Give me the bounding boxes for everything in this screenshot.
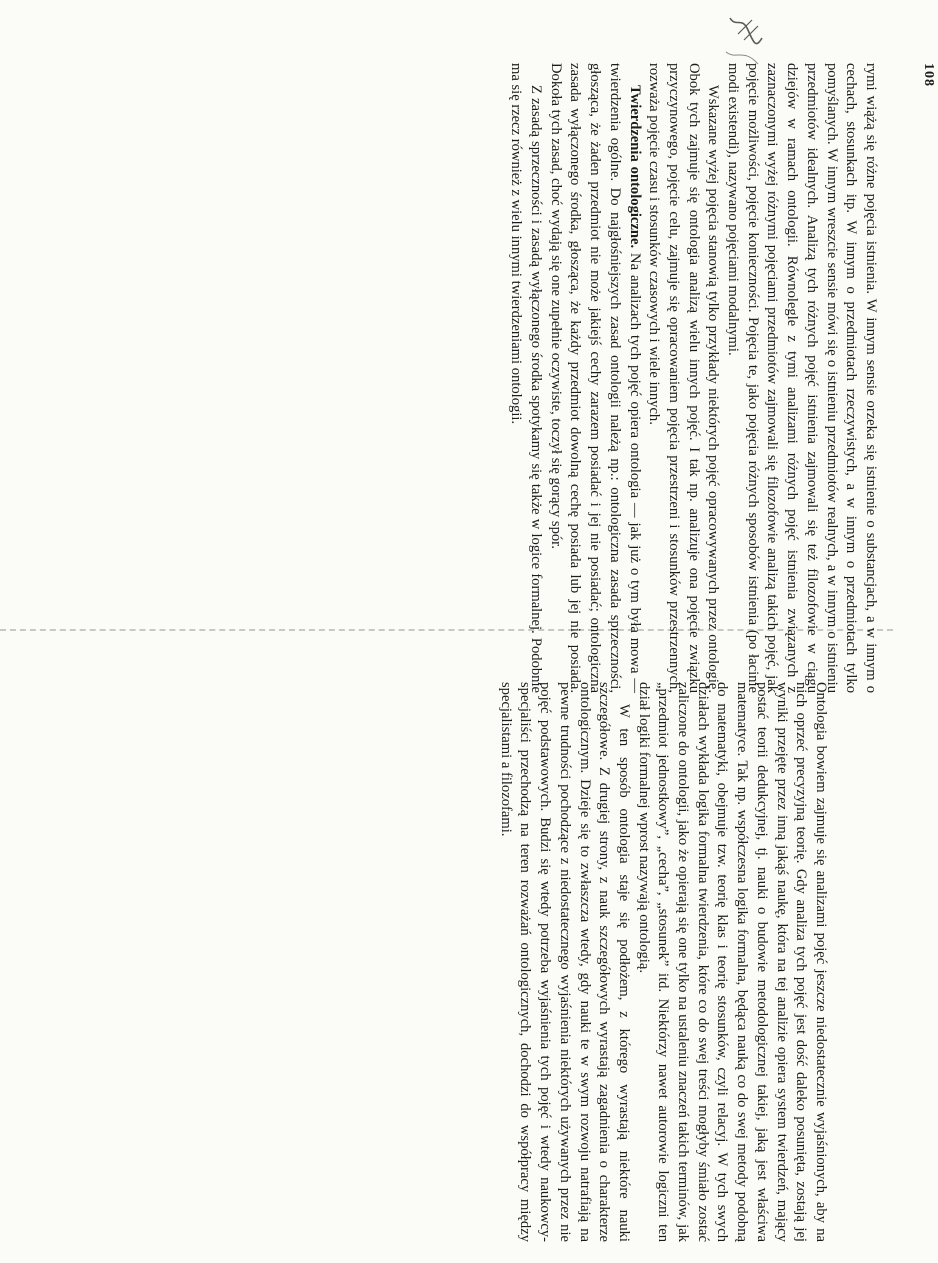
paragraph-4: Z zasadą sprzeczności i zasadą wyłączonego środka spotykamy się także w logice formalnej. Podobnie ma się rzecz również z wielu innymi twierdzeniami ontologii.	[508, 63, 545, 693]
page-109	[270, 682, 830, 1242]
paragraph-3-body: Na analizach tych pojęć opiera ontologia — jak już o tym była mowa — twierdzenia ogólne. Do najgłośniejszych zasad ontologii należą np.: ontologiczna zasada sprzeczności, głosząca, że żaden przedmiot nie może jakiejś cechy zarazem posiadać i jej nie posiadać; ontologiczna zasada wyłączonego środka, głosząca, że każdy przedmiot dowolną cechę posiada lub jej nie posiada. Dokoła tych zasad, choć wydają się one zupełnie oczywiste, toczył się gorący spór.	[547, 63, 643, 693]
section-heading-inline: Twierdzenia ontologiczne.	[626, 85, 643, 249]
paragraph-6: W ten sposób ontologia staje się podłożem, z którego wyrastają niektóre nauki szczegółowe. Z drugiej strony, z nauk szczegółowych wyrastają zagadnienia o charakterze ontologicznym. Dzieje się to zwłaszcza wtedy, gdy nauki te w swym rozwoju natrafiają na pewne trudności pochodzące z niedostatecznego wyjaśnienia niektórych używanych przez nie pojęć podstawowych. Budzi się wtedy potrzeba wyjaśnienia tych pojęć i wtedy naukowcy-specjaliści przechodzą na teren rozważań ontologicznych, dochodzi do współpracy między specjalistami a filozofami.	[497, 682, 632, 1242]
paragraph-2: Wskazane wyżej pojęcia stanowią tylko przykłady niektórych pojęć opracowywanych przez ontologię. Obok tych zajmuje się ontologia analizą wielu innych pojęć. I tak np. analizuje ona pojęcie związku przyczynowego, pojęcie celu, zajmuje się opracowaniem pojęcia przestrzeni i stosunków przestrzennych, rozważa pojęcie czasu i stosunków czasowych i wiele innych.	[646, 63, 722, 693]
page-number: 108	[921, 63, 936, 87]
paragraph-1: rymi wiążą się różne pojęcia istnienia. W innym sensie orzeka się istnienie o substancjach, a w innym o cechach, stosunkach itp. W innym o przedmiotach rzeczywistych, a w innym o przedmiotach tylko pomyślanych. W innym wreszcie sensie mówi się o istnieniu przedmiotów realnych, a w innym o istnieniu przedmiotów idealnych. Analizą tych różnych pojęć istnienia zajmowali się też filozofowie w ciągu dziejów w ramach ontologii. Równolegle z tymi analizami różnych pojęć istnienia związanych z zaznaczonymi wyżej różnymi pojęciami przedmiotów zajmowali się filozofowie analizą takich pojęć, jak pojęcie możliwości, pojęcie konieczności. Pojęcia te, jako pojęcia różnych sposobów istnienia (po łacinie modi existendi), nazywano pojęciami modalnymi.	[725, 63, 879, 693]
page-108	[482, 63, 936, 693]
paragraph-3	[545, 63, 644, 693]
paragraph-5: Ontologia bowiem zajmuje się analizami pojęć jeszcze niedostatecznie wyjaśnionych, aby na nich oprzeć precyzyjną teorię. Gdy analiza tych pojęć jest dość daleko posunięta, zostają jej wyniki przejęte przez inną jakąś naukę, która na tej analizie opiera system twierdzeń, mający postać teorii dedukcyjnej, tj. nauki o budowie metodologicznej takiej, jaką jest właściwa matematyce. Tak np. współczesna logika formalna, będąca nauką co do swej metody podobną do matematyki, obejmuje tzw. teorię klas i teorię stosunków, czyli relacyj. W tych swych działach wykłada logika formalna twierdzenia, które co do swej treści mogłyby śmiało zostać zaliczone do ontologii, jako że opierają się one tylko na ustaleniu znaczeń takich terminów, jak „przedmiot jednostkowy”, „cecha”, „stosunek” itd. Niektórzy nawet autorowie logiczni ten dział logiki formalnej wprost nazywają ontologią.	[635, 682, 829, 1242]
